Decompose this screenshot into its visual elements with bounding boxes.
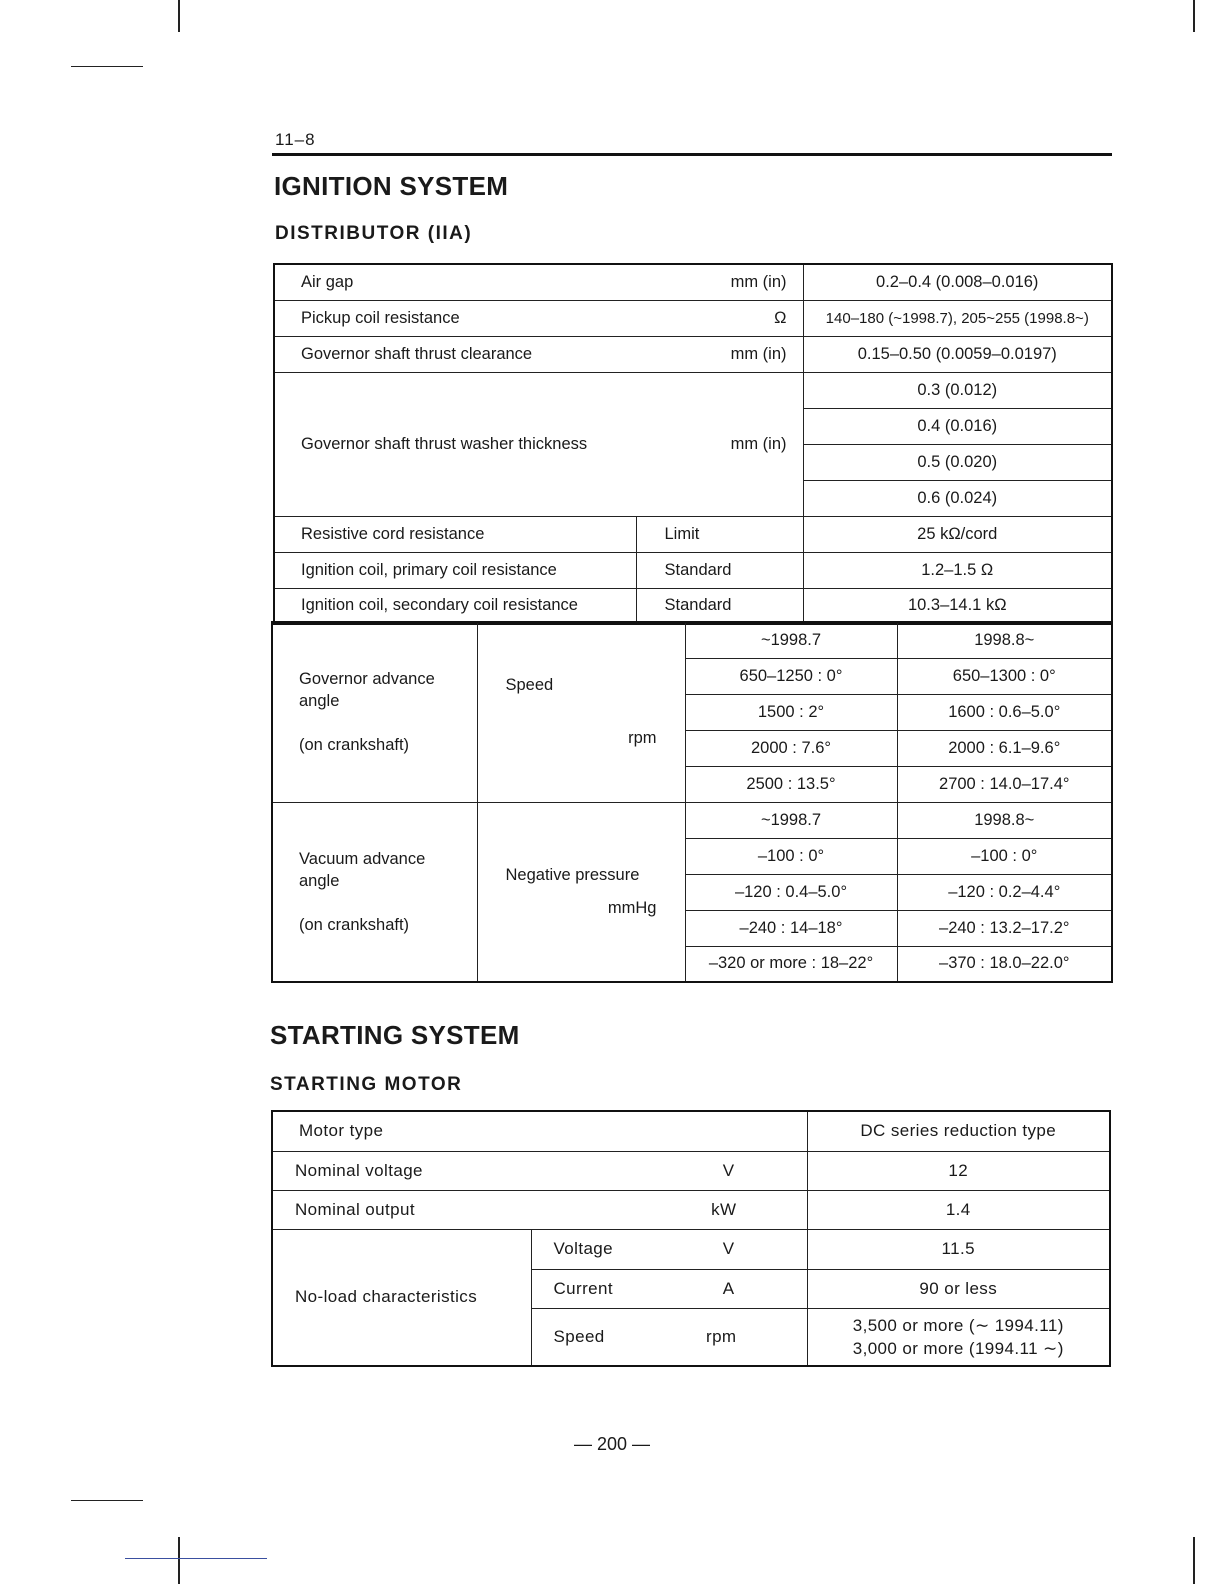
vacuum-advance-label-1: Vacuum advance [299,849,426,868]
vacuum-header-a: ~1998.7 [685,802,897,838]
governor-value-a: 650–1250 : 0° [685,658,897,694]
nominal-output-unit: kW [711,1199,737,1219]
cord-resistance-label: Resistive cord resistance [274,516,636,552]
vacuum-value-b: –120 : 0.2–4.4° [897,874,1112,910]
pickup-coil-value: 140–180 (~1998.7), 205~255 (1998.8~) [803,300,1112,336]
distributor-subtitle: DISTRIBUTOR (IIA) [275,223,473,244]
washer-thickness-value: 0.3 (0.012) [803,372,1112,408]
vacuum-header-b: 1998.8~ [897,802,1112,838]
crop-mark-left-lower [71,1500,143,1501]
governor-advance-label-1: Governor advance [299,670,435,689]
no-load-current-value: 90 or less [807,1269,1110,1308]
vacuum-value-b: –240 : 13.2–17.2° [897,910,1112,946]
distributor-spec-table [273,263,1113,625]
ignition-system-title: IGNITION SYSTEM [274,171,509,201]
governor-clearance-value: 0.15–0.50 (0.0059–0.0197) [803,336,1112,372]
governor-value-b: 1600 : 0.6–5.0° [897,694,1112,730]
table-row [272,622,1112,658]
air-gap-label: Air gap [301,272,354,291]
crop-mark-bottom-left [178,1537,180,1584]
air-gap-unit: mm (in) [730,272,787,291]
crop-mark-left-upper [71,66,143,67]
starting-motor-table [271,1110,1111,1367]
no-load-speed-label: Speed [553,1326,605,1346]
table-row [274,552,1112,588]
vacuum-advance-label-3: (on crankshaft) [299,915,410,934]
nominal-output-value: 1.4 [807,1190,1110,1229]
cord-resistance-spec: Limit [636,516,803,552]
washer-thickness-unit: mm (in) [730,434,787,453]
header-rule [272,153,1112,156]
no-load-speed-unit: rpm [706,1326,737,1346]
governor-value-a: 1500 : 2° [685,694,897,730]
no-load-voltage-value: 11.5 [807,1229,1110,1269]
washer-thickness-value: 0.6 (0.024) [803,480,1112,516]
table-row [272,1111,1110,1151]
page-reference: 11–8 [275,130,316,149]
vacuum-value-a: –320 or more : 18–22° [685,946,897,982]
vacuum-advance-label-2: angle [299,871,340,890]
no-load-current-unit: A [722,1278,735,1298]
governor-header-a: ~1998.7 [685,622,897,658]
governor-clearance-unit: mm (in) [730,344,787,363]
governor-value-b: 2000 : 6.1–9.6° [897,730,1112,766]
washer-thickness-label: Governor shaft thrust washer thickness [301,434,588,453]
table-row [272,1229,1110,1269]
starting-motor-subtitle: STARTING MOTOR [270,1074,463,1095]
nominal-output-label: Nominal output [295,1199,415,1219]
vacuum-value-a: –100 : 0° [685,838,897,874]
starting-system-title: STARTING SYSTEM [270,1020,520,1050]
vacuum-value-b: –100 : 0° [897,838,1112,874]
no-load-speed-value-1: 3,500 or more (∼ 1994.11) [852,1315,1064,1335]
air-gap-value: 0.2–0.4 (0.008–0.016) [803,264,1112,300]
vacuum-pressure-unit: mmHg [607,898,657,917]
primary-coil-spec: Standard [636,552,803,588]
no-load-speed-value-2: 3,000 or more (1994.11 ∼) [852,1338,1064,1358]
table-row [272,1190,1110,1229]
governor-header-b: 1998.8~ [897,622,1112,658]
table-row [274,588,1112,624]
motor-type-label: Motor type [272,1111,807,1151]
crop-mark-top-right [1193,0,1195,32]
nominal-voltage-value: 12 [807,1151,1110,1190]
nominal-voltage-label: Nominal voltage [295,1160,423,1180]
governor-value-b: 650–1300 : 0° [897,658,1112,694]
secondary-coil-value: 10.3–14.1 kΩ [803,588,1112,624]
governor-advance-label-2: angle [299,692,340,711]
governor-value-b: 2700 : 14.0–17.4° [897,766,1112,802]
crop-mark-bottom-rule [125,1558,267,1559]
table-row [272,802,1112,838]
secondary-coil-label: Ignition coil, secondary coil resistance [274,588,636,624]
table-row [274,336,1112,372]
secondary-coil-spec: Standard [636,588,803,624]
table-row [274,372,1112,408]
vacuum-value-b: –370 : 18.0–22.0° [897,946,1112,982]
governor-value-a: 2500 : 13.5° [685,766,897,802]
cord-resistance-value: 25 kΩ/cord [803,516,1112,552]
crop-mark-bottom-right [1193,1537,1195,1584]
pickup-coil-unit: Ω [774,308,787,327]
primary-coil-label: Ignition coil, primary coil resistance [274,552,636,588]
no-load-voltage-unit: V [722,1239,735,1258]
vacuum-pressure-param: Negative pressure [505,865,640,884]
motor-type-value: DC series reduction type [807,1111,1110,1151]
pickup-coil-label: Pickup coil resistance [301,308,460,327]
governor-speed-unit: rpm [628,729,657,748]
page-number: — 200 — [573,1434,651,1454]
washer-thickness-value: 0.4 (0.016) [803,408,1112,444]
primary-coil-value: 1.2–1.5 Ω [803,552,1112,588]
nominal-voltage-unit: V [722,1160,735,1180]
table-row [274,516,1112,552]
no-load-voltage-label: Voltage [553,1239,614,1258]
governor-value-a: 2000 : 7.6° [685,730,897,766]
governor-clearance-label: Governor shaft thrust clearance [301,344,533,363]
advance-angle-table [271,621,1113,983]
washer-thickness-value: 0.5 (0.020) [803,444,1112,480]
vacuum-value-a: –120 : 0.4–5.0° [685,874,897,910]
governor-speed-param: Speed [505,676,554,695]
table-row [272,1151,1110,1190]
table-row [274,264,1112,300]
vacuum-value-a: –240 : 14–18° [685,910,897,946]
no-load-current-label: Current [553,1278,613,1298]
no-load-label: No-load characteristics [272,1229,531,1366]
table-row [274,300,1112,336]
crop-mark-top-left [178,0,180,32]
governor-advance-label-3: (on crankshaft) [299,736,410,755]
